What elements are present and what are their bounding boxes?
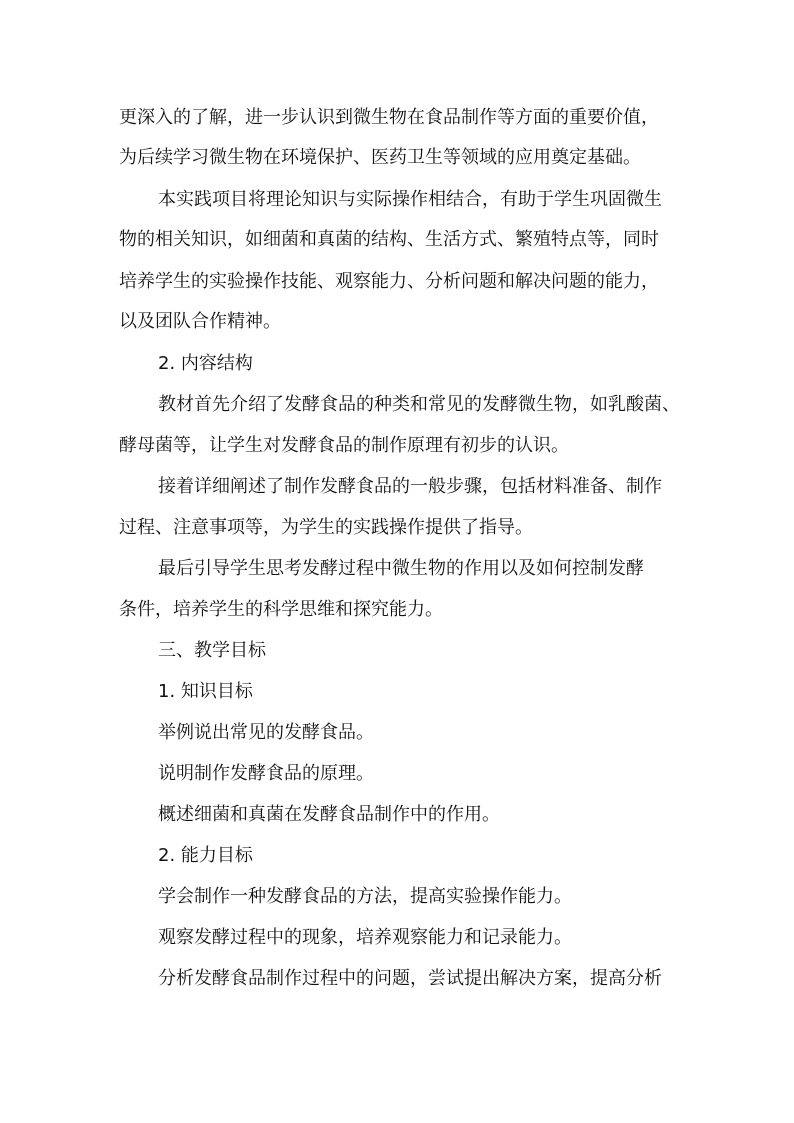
- section-heading-teaching-goals: 三、教学目标: [158, 640, 266, 661]
- list-item: 观察发酵过程中的现象，培养观察能力和记录能力。: [158, 927, 572, 948]
- paragraph-line: 物的相关知识，如细菌和真菌的结构、生活方式、繁殖特点等，同时: [119, 229, 659, 250]
- paragraph-line: 本实践项目将理论知识与实际操作相结合，有助于学生巩固微生: [158, 189, 662, 210]
- subsection-heading-ability-goals: 2. 能力目标: [158, 845, 253, 866]
- subsection-heading-knowledge-goals: 1. 知识目标: [158, 681, 253, 702]
- list-item: 说明制作发酵食品的原理。: [158, 763, 374, 784]
- section-heading-content-structure: 2. 内容结构: [158, 353, 253, 374]
- paragraph-line: 酵母菌等，让学生对发酵食品的制作原理有初步的认识。: [119, 435, 569, 456]
- paragraph-line: 教材首先介绍了发酵食品的种类和常见的发酵微生物，如乳酸菌、: [158, 394, 680, 415]
- paragraph-line: 培养学生的实验操作技能、观察能力、分析问题和解决问题的能力，: [119, 271, 659, 292]
- paragraph-line: 以及团队合作精神。: [119, 311, 281, 332]
- list-item: 举例说出常见的发酵食品。: [158, 722, 374, 743]
- paragraph-line: 最后引导学生思考发酵过程中微生物的作用以及如何控制发酵: [158, 558, 644, 579]
- list-item: 分析发酵食品制作过程中的问题，尝试提出解决方案，提高分析: [158, 968, 662, 989]
- list-item: 概述细菌和真菌在发酵食品制作中的作用。: [158, 804, 500, 825]
- paragraph-line: 条件，培养学生的科学思维和探究能力。: [119, 599, 443, 620]
- list-item: 学会制作一种发酵食品的方法，提高实验操作能力。: [158, 886, 572, 907]
- paragraph-line: 接着详细阐述了制作发酵食品的一般步骤，包括材料准备、制作: [158, 476, 662, 497]
- paragraph-line: 为后续学习微生物在环境保护、医药卫生等领域的应用奠定基础。: [119, 147, 641, 168]
- paragraph-line: 过程、注意事项等，为学生的实践操作提供了指导。: [119, 517, 533, 538]
- paragraph-line: 更深入的了解，进一步认识到微生物在食品制作等方面的重要价值，: [119, 107, 659, 128]
